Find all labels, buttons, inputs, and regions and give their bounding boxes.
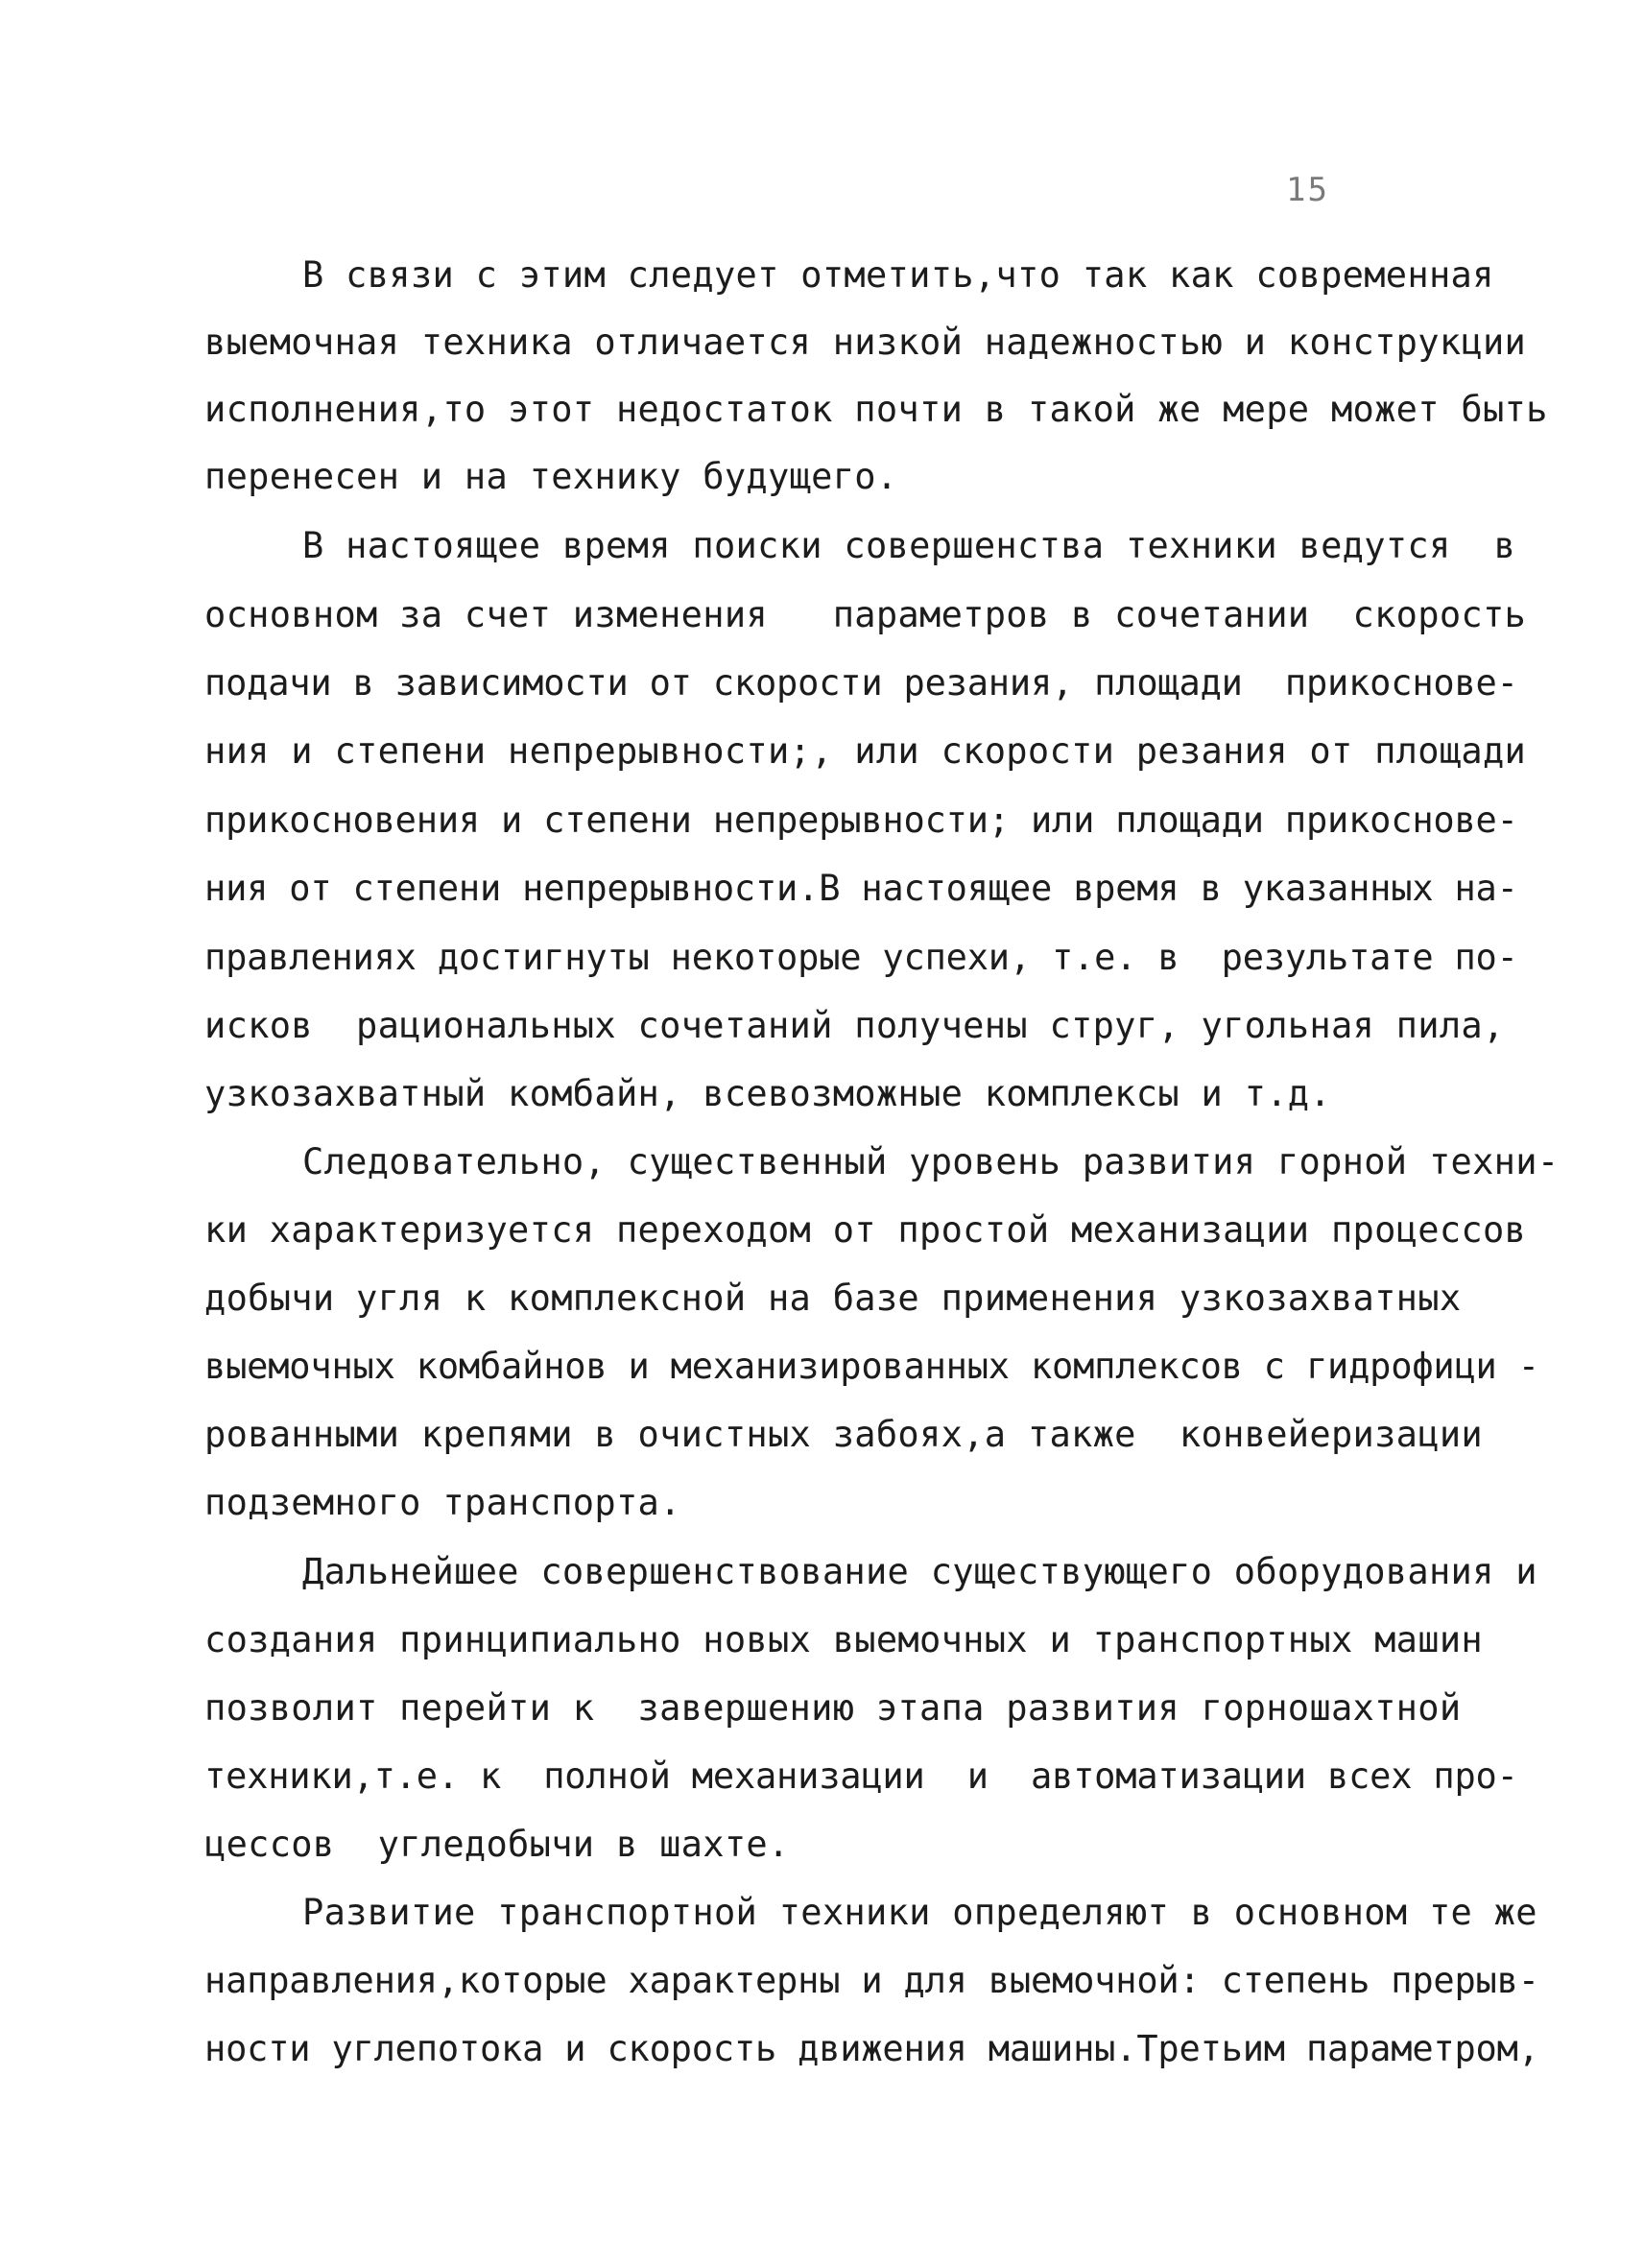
text-line: В связи с этим следует отметить,что так как современная xyxy=(302,254,1494,296)
text-line: подачи в зависимости от скорости резания, площади прикоснове- xyxy=(204,662,1518,704)
text-line: создания принципиально новых выемочных и транспортных машин xyxy=(204,1619,1483,1660)
text-line: Следовательно, существенный уровень развития горной техни- xyxy=(302,1141,1560,1182)
page-number: 15 xyxy=(1286,171,1329,209)
text-line: выемочных комбайнов и механизированных комплексов с гидрофици - xyxy=(204,1346,1539,1387)
text-line: ности углепотока и скорость движения машины.Третьим параметром, xyxy=(204,2028,1539,2069)
text-line: направления,которые характерны и для выемочной: степень прерыв- xyxy=(204,1960,1539,2001)
text-line: добычи угля к комплексной на базе применения узкозахватных xyxy=(204,1277,1462,1319)
text-line: правлениях достигнуты некоторые успехи, т.е. в результате по- xyxy=(204,937,1518,978)
text-line: ки характеризуется переходом от простой механизации процессов xyxy=(204,1209,1527,1251)
text-line: ния и степени непрерывности;, или скорости резания от площади xyxy=(204,730,1527,772)
text-line: прикосновения и степени непрерывности; или площади прикоснове- xyxy=(204,800,1518,841)
text-line: исков рациональных сочетаний получены струг, угольная пила, xyxy=(204,1005,1505,1046)
text-line: Дальнейшее совершенствование существующего оборудования и xyxy=(302,1551,1537,1592)
text-line: В настоящее время поиски совершенства техники ведутся в xyxy=(302,525,1516,566)
text-line: перенесен и на технику будущего. xyxy=(204,456,898,497)
text-line: позволит перейти к завершению этапа развития горношахтной xyxy=(204,1687,1462,1729)
text-line: подземного транспорта. xyxy=(204,1482,681,1523)
text-line: ния от степени непрерывности.В настоящее время в указанных на- xyxy=(204,868,1518,909)
text-line: выемочная техника отличается низкой надежностью и конструкции xyxy=(204,322,1527,363)
text-line: узкозахватный комбайн, всевозможные комплексы и т.д. xyxy=(204,1073,1331,1114)
text-line: Развитие транспортной техники определяют в основном те же xyxy=(302,1892,1537,1933)
text-line: исполнения,то этот недостаток почти в такой же мере может быть xyxy=(204,389,1548,430)
text-line: основном за счет изменения параметров в сочетании скорость xyxy=(204,594,1527,635)
text-line: рованными крепями в очистных забоях,а также конвейеризации xyxy=(204,1414,1483,1455)
text-line: техники,т.е. к полной механизации и автоматизации всех про- xyxy=(204,1755,1518,1797)
text-line: цессов угледобычи в шахте. xyxy=(204,1824,790,1865)
